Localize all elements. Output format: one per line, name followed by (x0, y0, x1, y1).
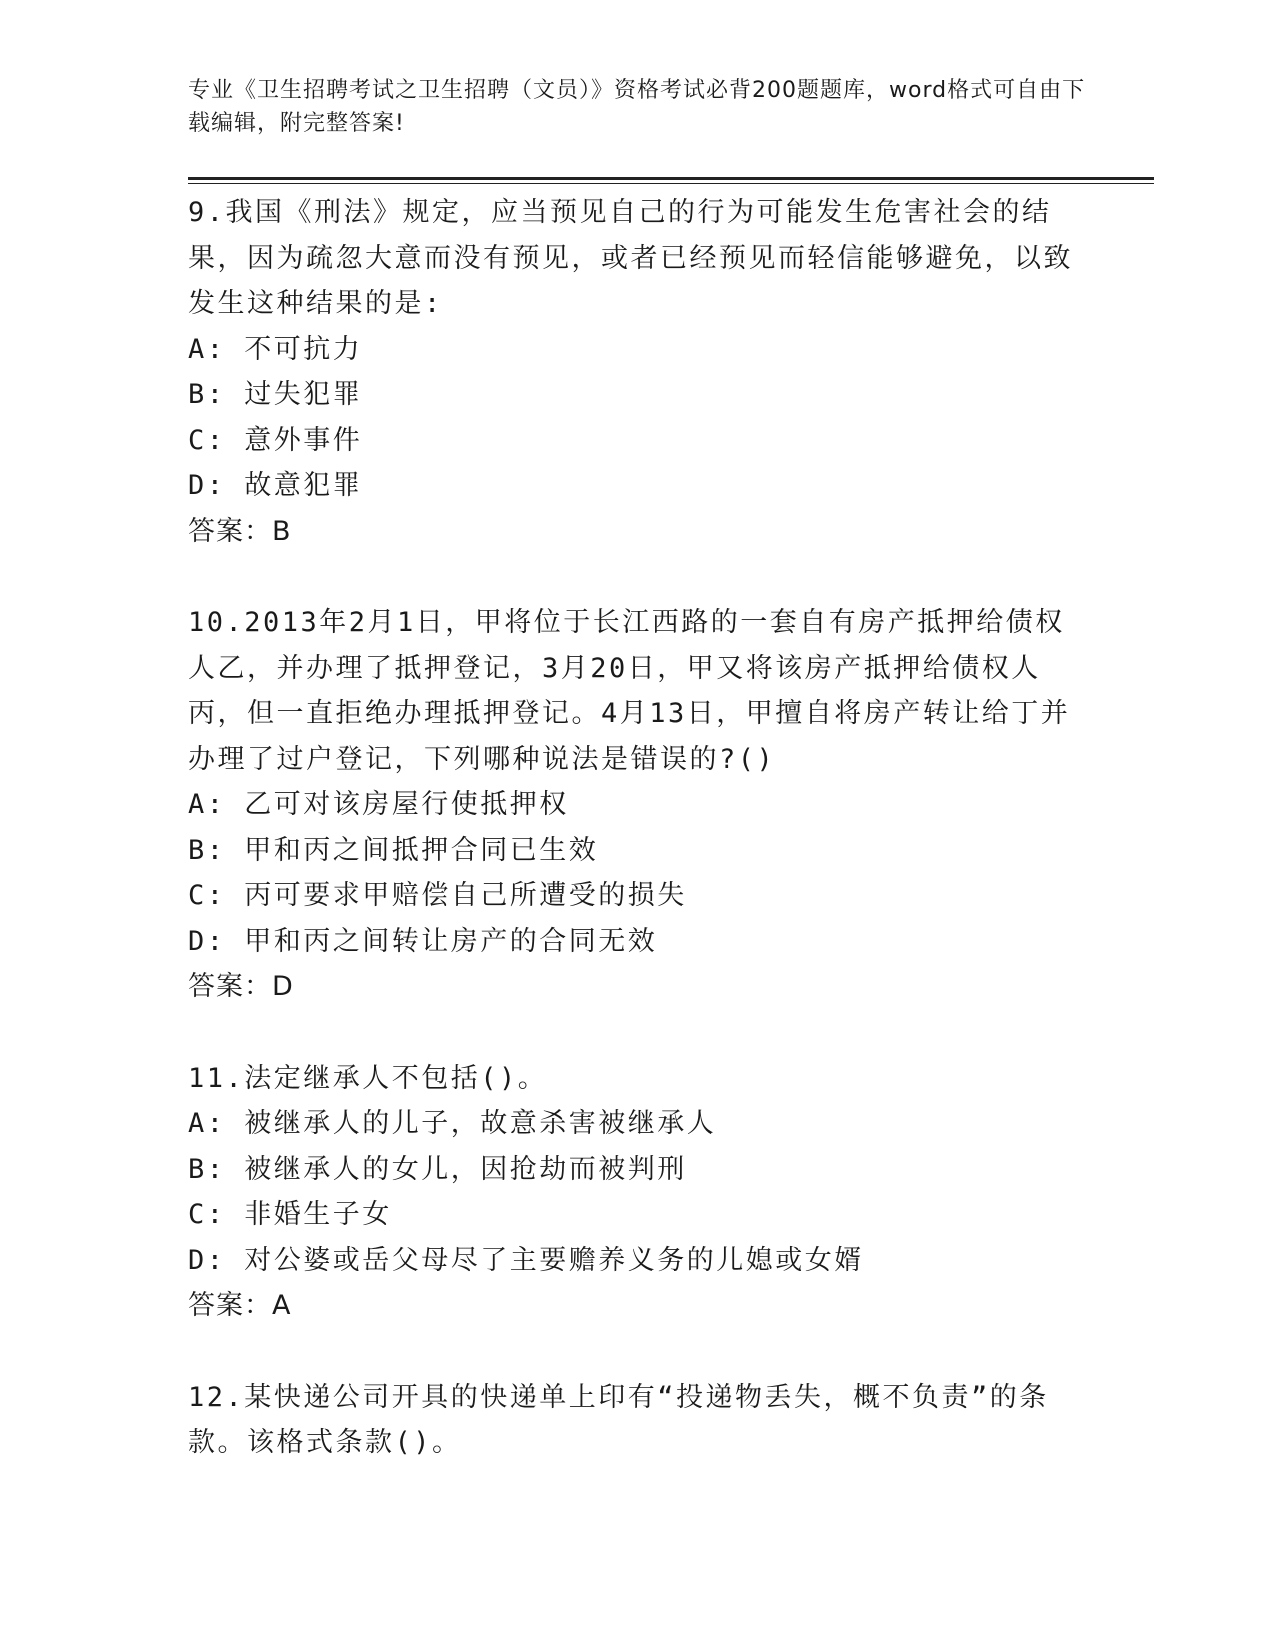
option-d: D: 对公婆或岳父母尽了主要赡养义务的儿媳或女婿 (188, 1244, 864, 1276)
question-text: 10.2013年2月1日，甲将位于长江西路的一套自有房产抵押给债权人乙，并办理了抵押登记，3月20日，甲又将该房产抵押给债权人丙，但一直拒绝办理抵押登记。4月13日，甲擅自将房产转让给丁并办理了过户登记，下列哪种说法是错误的?() (188, 607, 1071, 775)
answer-line: 答案：A (188, 1290, 292, 1321)
option-a: A: 不可抗力 (188, 333, 363, 365)
header-divider-thin (188, 183, 1154, 184)
option-a: A: 被继承人的儿子，故意杀害被继承人 (188, 1108, 717, 1139)
answer-line: 答案：B (188, 515, 292, 547)
option-d: D: 甲和丙之间转让房产的合同无效 (188, 925, 658, 957)
header-divider-thick (188, 177, 1154, 180)
answer-line: 答案：D (188, 971, 294, 1002)
question-text: 11.法定继承人不包括()。 (188, 1062, 548, 1094)
option-a: A: 乙可对该房屋行使抵押权 (188, 789, 569, 820)
question-text: 12.某快递公司开具的快递单上印有“投递物丢失，概不负责”的条款。该格式条款()。 (188, 1381, 1049, 1458)
question-12 (188, 1375, 1088, 1466)
option-c: C: 丙可要求甲赔偿自己所遭受的损失 (188, 880, 687, 911)
question-text: 9.我国《刑法》规定，应当预见自己的行为可能发生危害社会的结果，因为疏忽大意而没有预见，或者已经预见而轻信能够避免，以致发生这种结果的是: (188, 197, 1073, 319)
option-c: C: 非婚生子女 (188, 1199, 392, 1230)
option-b: B: 过失犯罪 (188, 379, 363, 410)
question-11 (188, 1056, 1088, 1329)
document-header (188, 74, 1088, 140)
option-c: C: 意外事件 (188, 424, 363, 456)
option-b: B: 甲和丙之间抵押合同已生效 (188, 834, 599, 866)
question-9 (188, 190, 1088, 554)
option-b: B: 被继承人的女儿，因抢劫而被判刑 (188, 1153, 687, 1185)
header-title: 专业《卫生招聘考试之卫生招聘（文员）》资格考试必背200题题库，word格式可自由下载编辑，附完整答案! (188, 78, 1086, 136)
option-d: D: 故意犯罪 (188, 470, 363, 501)
question-10 (188, 600, 1088, 1010)
question-list (188, 190, 1088, 1512)
